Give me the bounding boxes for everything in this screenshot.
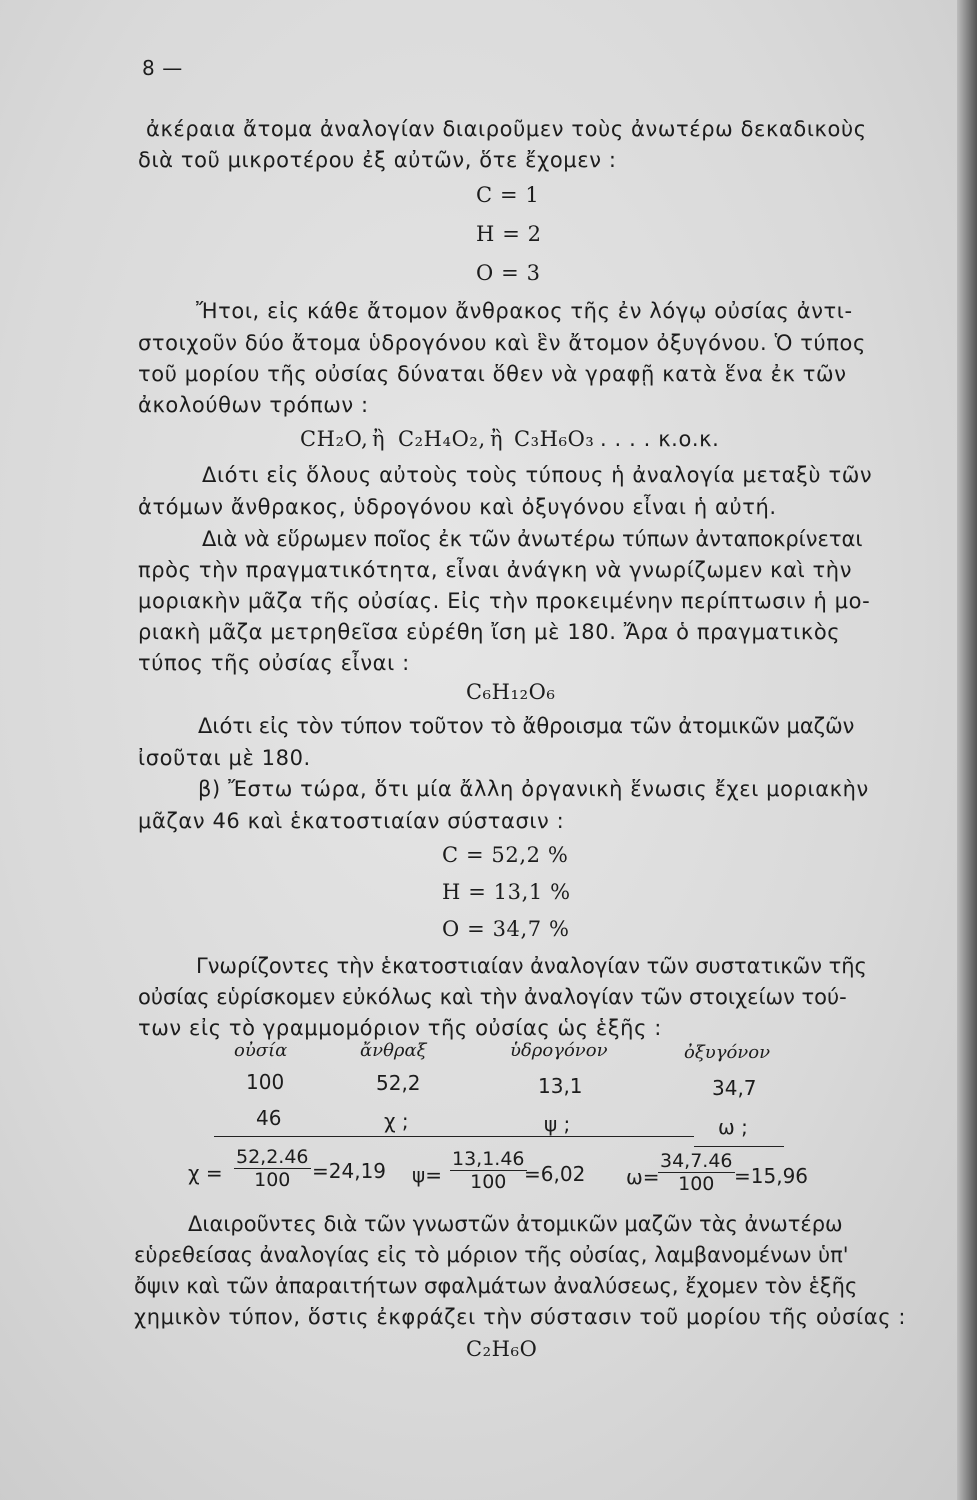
calc-x-denominator: 100 (254, 1169, 291, 1191)
page-number: 8 — (142, 56, 183, 80)
table-cell: 100 (246, 1070, 285, 1094)
calc-w-label: ω= (626, 1165, 660, 1189)
table-rule (214, 1136, 694, 1137)
table-cell: χ ; (384, 1109, 409, 1133)
calc-y-numerator: 13,1.46 (452, 1148, 525, 1170)
formula-ch2o: CH₂O, (300, 427, 369, 451)
calc-y-label: ψ= (412, 1163, 442, 1187)
conj-or: ἢ (372, 427, 386, 451)
calc-x-numerator: 52,2.46 (236, 1146, 309, 1168)
text-line: οὐσίας εὑρίσκομεν εὐκόλως καὶ τὴν ἀναλογίαν τῶν στοιχείων τού- (138, 985, 847, 1009)
ratio-carbon: C = 1 (476, 183, 540, 207)
calc-w-result: =15,96 (734, 1164, 809, 1188)
text-line: β) Ἔστω τώρα, ὅτι μία ἄλλη ὀργανικὴ ἕνωσις ἔχει μοριακὴν (198, 777, 869, 801)
calc-w-fraction (658, 1150, 735, 1195)
text-line: Διαιροῦντες διὰ τῶν γνωστῶν ἀτομικῶν μαζῶν τὰς ἀνωτέρω (188, 1212, 843, 1236)
table-header-hydrogen: ὑδρογόνον (510, 1040, 608, 1061)
calc-x-label: χ = (188, 1161, 223, 1185)
conj-or: ἢ (490, 427, 504, 451)
text-line: των εἰς τὸ γραμμομόριον τῆς οὐσίας ὡς ἑξῆς : (138, 1016, 662, 1040)
page-edge-shadow (957, 0, 977, 1500)
calc-y-denominator: 100 (470, 1171, 507, 1193)
text-line: Διότι εἰς τὸν τύπον τοῦτον τὸ ἄθροισμα τῶν ἀτομικῶν μαζῶν (198, 714, 855, 738)
text-line: ἀκέραια ἄτομα ἀναλογίαν διαιροῦμεν τοὺς ἀνωτέρω δεκαδικοὺς (146, 117, 867, 141)
table-cell: ω ; (718, 1115, 748, 1139)
text-line: ἀτόμων ἄνθρακος, ὑδρογόνου καὶ ὀξυγόνου εἶναι ἡ αὐτή. (138, 495, 777, 519)
table-cell: ψ ; (544, 1112, 571, 1136)
text-line: τύπος τῆς οὐσίας εἶναι : (138, 651, 410, 675)
text-line: ἰσοῦται μὲ 180. (138, 746, 311, 770)
table-cell: 13,1 (538, 1074, 583, 1098)
ratio-hydrogen: H = 2 (476, 222, 542, 246)
etc-text: . . . . κ.ο.κ. (600, 427, 720, 451)
percent-oxygen: O = 34,7 % (442, 917, 570, 941)
text-line: χημικὸν τύπον, ὅστις ἐκφράζει τὴν σύστασιν τοῦ μορίου τῆς οὐσίας : (134, 1305, 907, 1329)
percent-hydrogen: H = 13,1 % (442, 880, 571, 904)
formula-c3h6o3: C₃H₆O₃ (514, 427, 595, 451)
text-line: μοριακὴν μᾶζα τῆς οὐσίας. Εἰς τὴν προκειμένην περίπτωσιν ἡ μο- (138, 589, 871, 613)
calc-y-fraction (450, 1148, 527, 1193)
text-line: ἀκολούθων τρόπων : (138, 393, 369, 417)
ratio-oxygen: O = 3 (476, 261, 541, 285)
text-line: Διὰ νὰ εὕρωμεν ποῖος ἐκ τῶν ἀνωτέρω τύπων ἀνταποκρίνεται (202, 527, 863, 551)
formula-ethanol: C₂H₆O (466, 1337, 538, 1361)
calc-w-denominator: 100 (678, 1173, 715, 1195)
table-cell: 52,2 (376, 1071, 421, 1095)
text-line: εὑρεθείσας ἀναλογίας εἰς τὸ μόριον τῆς οὐσίας, λαμβανομένων ὑπ' (134, 1243, 849, 1267)
table-header-carbon: ἄνθραξ (360, 1040, 427, 1061)
table-header-substance: οὐσία (234, 1040, 288, 1061)
calc-x-result: =24,19 (312, 1159, 387, 1183)
formula-glucose: C₆H₁₂O₆ (466, 680, 556, 704)
text-line: Ἤτοι, εἰς κάθε ἄτομον ἄνθρακος τῆς ἐν λόγῳ οὐσίας ἀντι- (196, 299, 853, 323)
formula-c2h4o2: C₂H₄O₂, (398, 427, 486, 451)
percent-carbon: C = 52,2 % (442, 843, 569, 867)
table-header-oxygen: ὀξυγόνον (684, 1042, 771, 1063)
text-line: μᾶζαν 46 καὶ ἑκατοστιαίαν σύστασιν : (138, 809, 565, 833)
text-line: τοῦ μορίου τῆς οὐσίας δύναται ὅθεν νὰ γραφῇ κατὰ ἕνα ἐκ τῶν (138, 362, 847, 386)
text-line: ὄψιν καὶ τῶν ἀπαραιτήτων σφαλμάτων ἀναλύσεως, ἔχομεν τὸν ἑξῆς (134, 1274, 858, 1298)
text-line: πρὸς τὴν πραγματικότητα, εἶναι ἀνάγκη νὰ γνωρίζωμεν καὶ τὴν (138, 558, 853, 582)
text-line: διὰ τοῦ μικροτέρου ἐξ αὐτῶν, ὅτε ἔχομεν : (138, 148, 617, 172)
calc-x-fraction (234, 1146, 311, 1191)
calc-y-result: =6,02 (524, 1162, 586, 1186)
text-line: Διότι εἰς ὅλους αὐτοὺς τοὺς τύπους ἡ ἀναλογία μεταξὺ τῶν (202, 463, 873, 487)
text-line: Γνωρίζοντες τὴν ἑκατοστιαίαν ἀναλογίαν τῶν συστατικῶν τῆς (196, 954, 867, 978)
text-line: ριακὴ μᾶζα μετρηθεῖσα εὑρέθη ἴση μὲ 180. Ἄρα ὁ πραγματικὸς (138, 620, 841, 644)
calc-w-numerator: 34,7.46 (660, 1150, 733, 1172)
table-rule (694, 1146, 784, 1147)
table-cell: 46 (256, 1106, 282, 1130)
text-line: στοιχοῦν δύο ἄτομα ὑδρογόνου καὶ ἓν ἄτομον ὀξυγόνου. Ὁ τύπος (138, 331, 866, 355)
table-cell: 34,7 (712, 1076, 757, 1100)
